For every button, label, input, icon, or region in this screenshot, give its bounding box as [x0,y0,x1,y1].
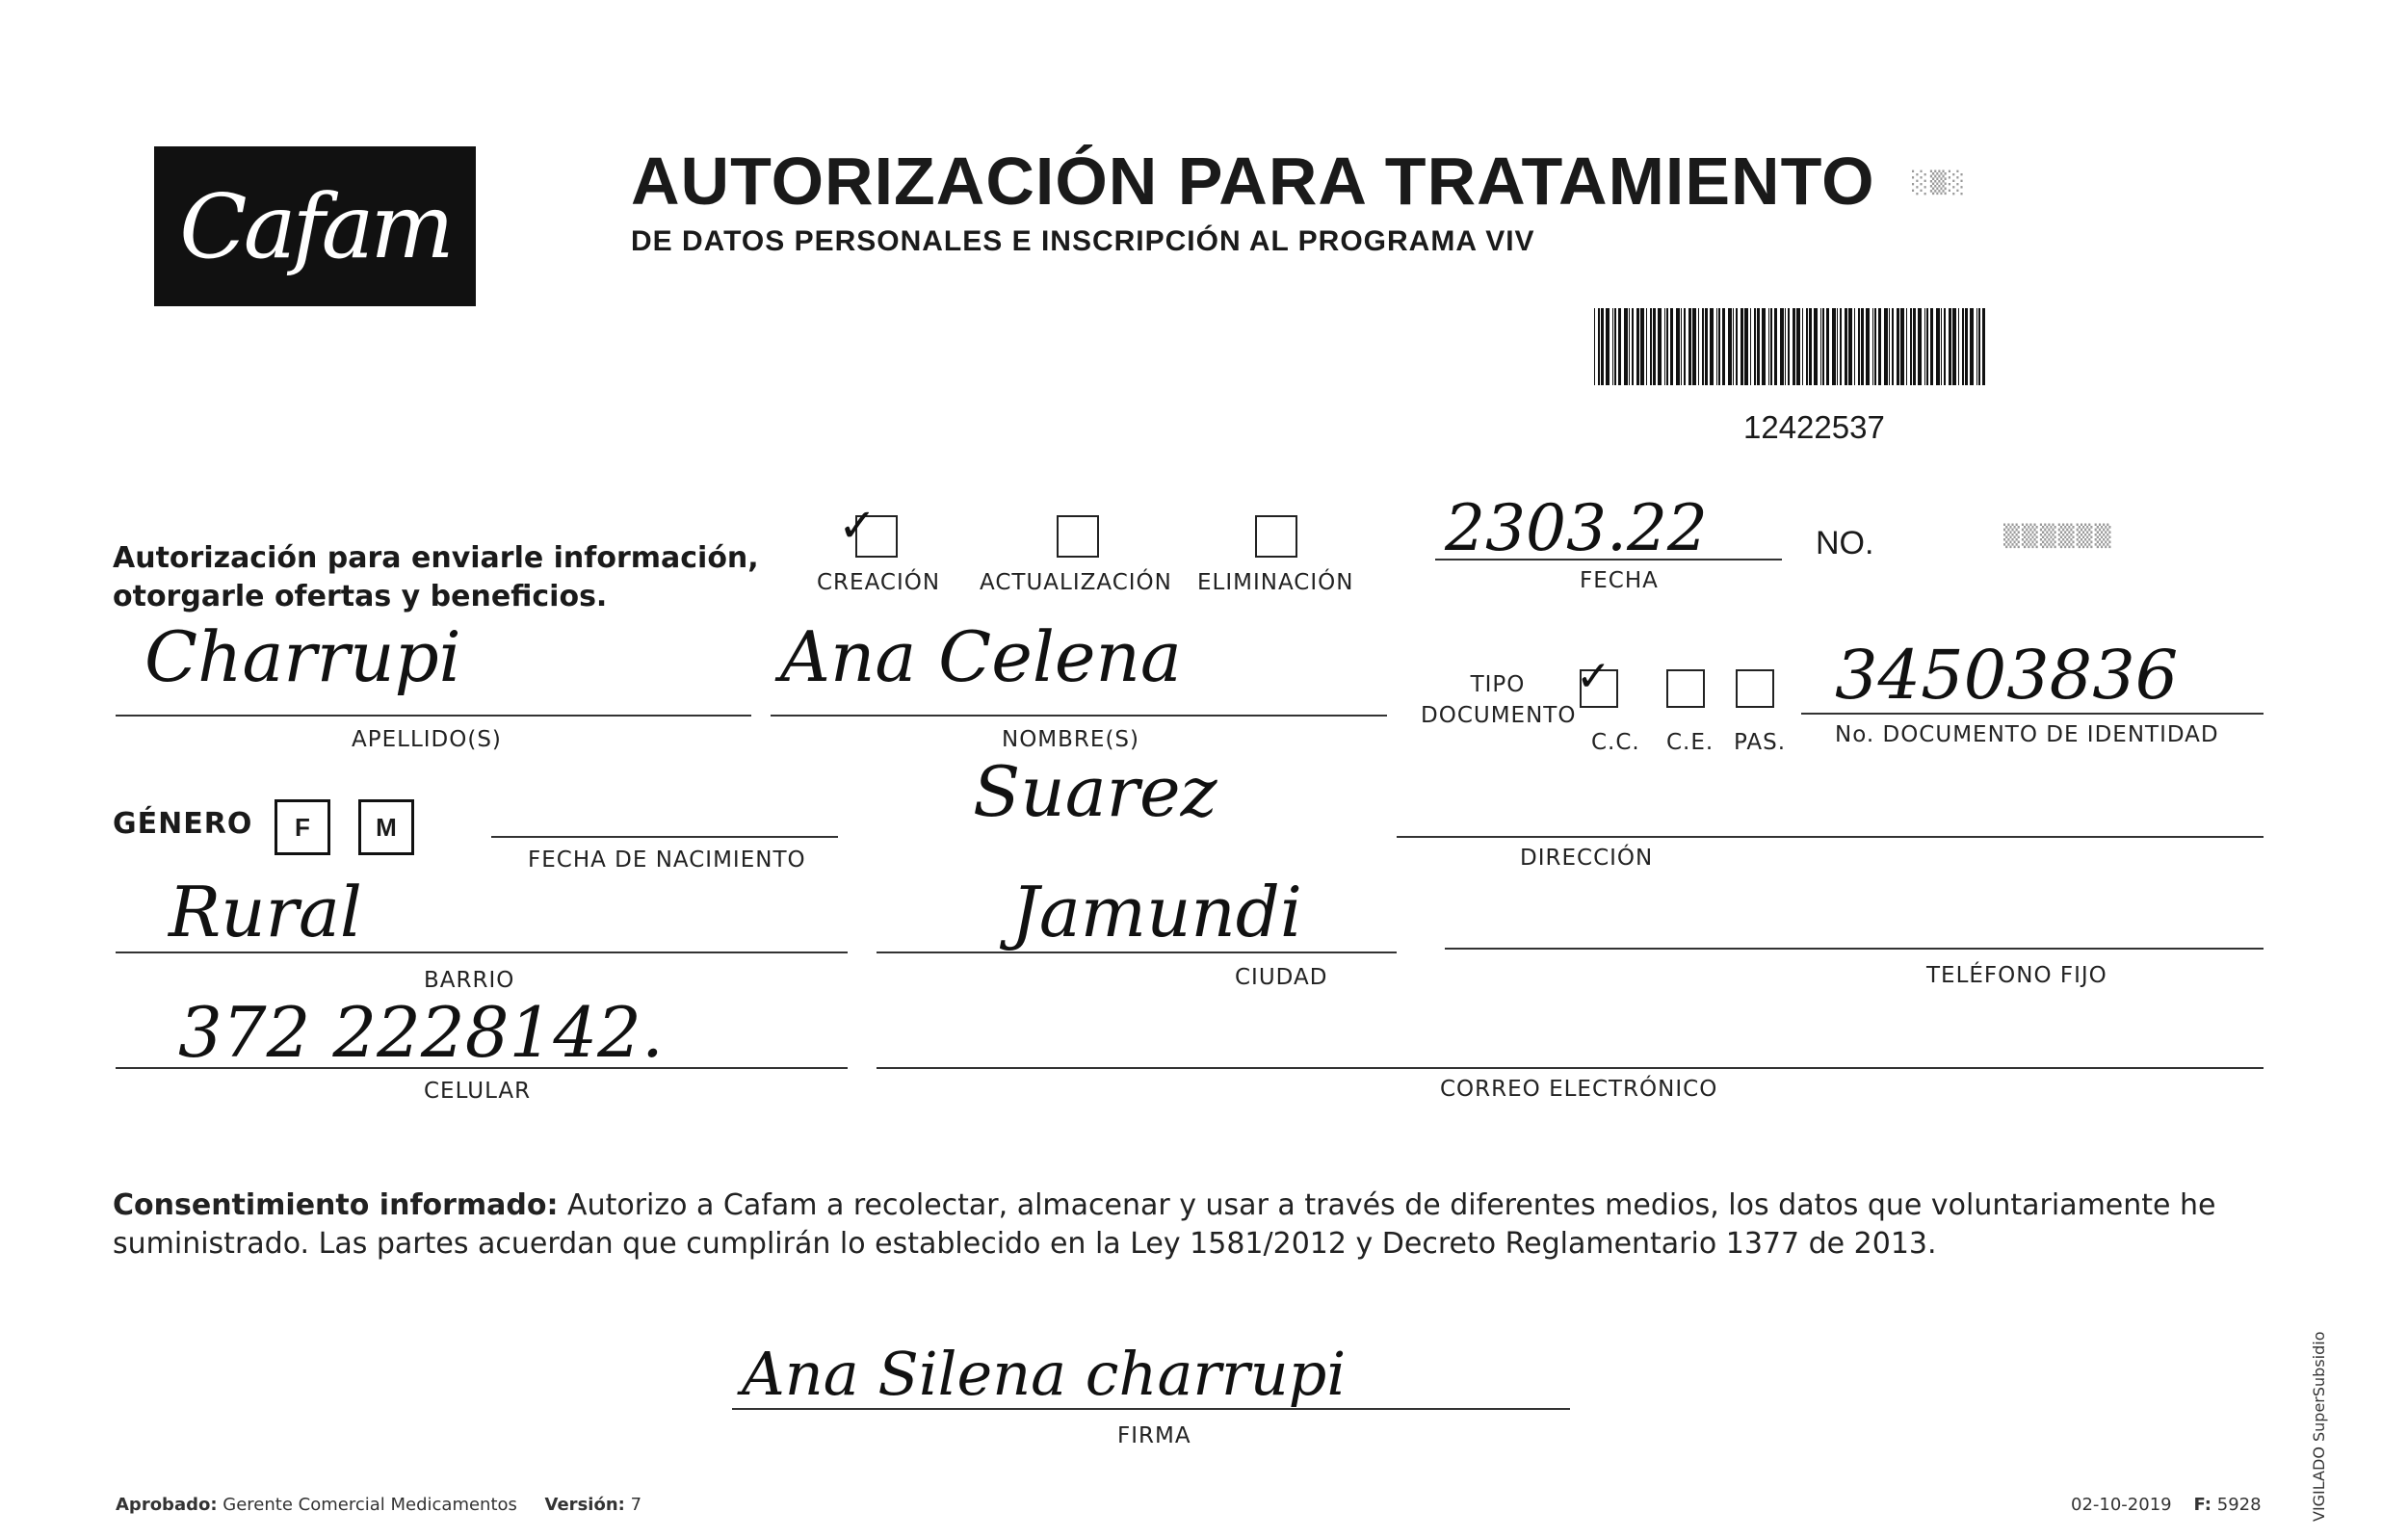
barcode-bar [1692,308,1696,385]
barcode-bar [1736,308,1738,385]
neighborhood-value: Rural [169,872,362,952]
barcode-bar [1809,308,1812,385]
barcode-bar [1624,308,1628,385]
barcode-bar [1750,308,1751,385]
email-label: CORREO ELECTRÓNICO [1440,1077,1718,1102]
barcode-bar [1949,308,1951,385]
barcode-bar [1636,308,1639,385]
neighborhood-line [116,951,848,953]
barcode-bar [1618,308,1621,385]
barcode-bar [1733,308,1734,385]
cc-label: C.C. [1591,730,1640,755]
barcode-bar [1941,308,1942,385]
footer-approval [116,1495,641,1515]
address-label: DIRECCIÓN [1520,846,1654,871]
surname-label: APELLIDO(S) [352,727,502,752]
number-smudge: ▒▒▒▒▒▒ [2003,525,2113,549]
barcode-bar [1822,308,1824,385]
barcode-bar [1670,308,1673,385]
ce-label: C.E. [1666,730,1714,755]
delete-checkbox[interactable] [1255,515,1297,558]
barcode-bar [1754,308,1756,385]
barcode-bar [1861,308,1864,385]
update-checkbox[interactable] [1057,515,1099,558]
date-line [1435,559,1782,560]
barcode-bar [1976,308,1977,385]
barcode-bar [1848,308,1852,385]
document-number-line [1801,713,2264,715]
mobile-label: CELULAR [424,1079,532,1104]
barcode-number: 12422537 [1743,409,1885,445]
signature-line [732,1408,1570,1410]
address-line [1397,836,2264,838]
barcode-bar [1640,308,1644,385]
barcode-bar [1676,308,1680,385]
document-number-value: 34503836 [1835,636,2179,715]
cafam-logo: Cafam [154,146,476,306]
document-number-label: No. DOCUMENTO DE IDENTIDAD [1835,722,2219,747]
barcode-bar [1858,308,1860,385]
authorization-heading [113,539,759,616]
phone-line [1445,948,2264,950]
barcode-bar [1918,308,1922,385]
approved-label: Aprobado: [116,1495,218,1515]
vigilado-side-text: VIGILADO SuperSubsidio [2310,1331,2328,1522]
name-value: Ana Celena [780,616,1182,697]
barcode-bar [1930,308,1933,385]
gender-male-box[interactable]: M [358,799,414,855]
barcode-bar [1684,308,1686,385]
barcode-bar [1614,308,1616,385]
barcode-bar [1878,308,1881,385]
barcode-bar [1814,308,1818,385]
pas-label: PAS. [1734,730,1787,755]
barcode-bar [1632,308,1634,385]
barcode-bar [1666,308,1668,385]
barcode-bar [1612,308,1613,385]
barcode-bar [1913,308,1916,385]
gender-label: GÉNERO [113,807,253,841]
version-value: 7 [630,1495,642,1515]
barcode-bar [1606,308,1610,385]
address-value: Suarez [973,751,1217,832]
barcode-bar [1900,308,1904,385]
pas-checkbox[interactable] [1736,669,1774,708]
consent-paragraph [113,1186,2251,1264]
barcode-bar [1884,308,1888,385]
barcode-bar [1897,308,1899,385]
barcode-bar [1926,308,1928,385]
barcode-bar [1757,308,1760,385]
barcode-bar [1650,308,1652,385]
barcode-bar [1872,308,1873,385]
barcode-bar [1710,308,1714,385]
birth-date-label: FECHA DE NACIMIENTO [528,847,806,873]
approved-value: Gerente Comercial Medicamentos [222,1495,517,1515]
barcode-bar [1910,308,1912,385]
barcode-bar [1629,308,1630,385]
barcode-bar [1820,308,1821,385]
barcode-bar [1889,308,1890,385]
barcode-bar [1840,308,1842,385]
barcode-bar [1936,308,1940,385]
barcode-bar [1788,308,1790,385]
barcode-bar [1978,308,1980,385]
form-subtitle: DE DATOS PERSONALES E INSCRIPCIÓN AL PROGRAMA VIV [631,225,1535,257]
delete-label: ELIMINACIÓN [1197,570,1354,595]
version-label: Versión: [544,1495,625,1515]
barcode-bar [1965,308,1968,385]
footer-date: 02-10-2019 [2071,1495,2172,1515]
barcode-bar [1762,308,1766,385]
cc-check-mark: ✓ [1576,652,1611,701]
creation-check-mark: ✓ [838,499,877,553]
stamp-smudge-icon: ░▒░ [1912,171,1967,196]
form-value: 5928 [2216,1495,2262,1515]
barcode-bar [1705,308,1708,385]
consent-text: Autorizo a Cafam a recolectar, almacenar y usar a través de diferentes medios, los datos que voluntariamente he suministrado. Las partes acuerdan que cumplirán lo establecido en la Ley 1581/2012 y Decreto Reglamentario 1377 de 2013. [113,1188,2216,1261]
barcode-bar [1598,308,1600,385]
ce-checkbox[interactable] [1666,669,1705,708]
barcode-bar [1785,308,1786,385]
barcode-bar [1774,308,1777,385]
barcode-bar [1741,308,1743,385]
barcode-bar [1698,308,1699,385]
neighborhood-label: BARRIO [424,968,515,993]
barcode [1594,308,1989,385]
birth-date-line [491,836,838,838]
barcode-bar [1770,308,1772,385]
city-value: Jamundi [1011,872,1302,952]
creation-label: CREACIÓN [817,570,941,595]
authorization-heading-line1: Autorización para enviarle información, [113,541,759,575]
footer-date-form [2071,1495,2262,1515]
barcode-bar [1646,308,1647,385]
barcode-bar [1728,308,1732,385]
form-label: F: [2193,1495,2212,1515]
barcode-bar [1845,308,1847,385]
consent-heading: Consentimiento informado: [113,1188,559,1222]
number-label: NO. [1816,525,1874,561]
barcode-bar [1653,308,1656,385]
barcode-bar [1601,308,1604,385]
barcode-bar [1718,308,1720,385]
barcode-bar [1906,308,1907,385]
barcode-bar [1722,308,1725,385]
barcode-bar [1982,308,1985,385]
barcode-bar [1744,308,1748,385]
barcode-bar [1658,308,1662,385]
name-label: NOMBRE(S) [1002,727,1139,752]
barcode-bar [1594,308,1595,385]
barcode-bar [1854,308,1855,385]
barcode-bar [1664,308,1665,385]
signature-label: FIRMA [1117,1423,1191,1448]
barcode-bar [1837,308,1838,385]
barcode-bar [1793,308,1795,385]
phone-label: TELÉFONO FIJO [1926,963,2107,988]
barcode-bar [1802,308,1803,385]
surname-value: Charrupi [144,616,461,697]
barcode-bar [1892,308,1894,385]
barcode-bar [1702,308,1704,385]
gender-female-box[interactable]: F [275,799,330,855]
update-label: ACTUALIZACIÓN [980,570,1172,595]
barcode-bar [1716,308,1717,385]
mobile-line [116,1067,848,1069]
barcode-bar [1826,308,1829,385]
signature-value: Ana Silena charrupi [742,1339,1347,1409]
authorization-heading-line2: otorgarle ofertas y beneficios. [113,580,608,613]
barcode-bar [1944,308,1946,385]
date-label: FECHA [1580,568,1659,593]
barcode-bar [1688,308,1691,385]
barcode-bar [1780,308,1784,385]
barcode-bar [1970,308,1974,385]
city-line [877,951,1397,953]
city-label: CIUDAD [1235,965,1328,990]
barcode-bar [1866,308,1870,385]
barcode-bar [1952,308,1956,385]
barcode-bar [1806,308,1808,385]
barcode-bar [1832,308,1836,385]
document-type-label: TIPO DOCUMENTO [1421,672,1577,728]
barcode-bar [1958,308,1959,385]
date-value: 2303.22 [1445,491,1708,565]
name-line [771,715,1387,717]
form-title: AUTORIZACIÓN PARA TRATAMIENTO [631,143,1875,219]
mobile-value: 372 2228142. [178,992,664,1073]
barcode-bar [1796,308,1800,385]
barcode-bar [1874,308,1876,385]
email-line [877,1067,2264,1069]
barcode-bar [1924,308,1925,385]
barcode-bar [1768,308,1769,385]
barcode-bar [1962,308,1964,385]
surname-line [116,715,751,717]
barcode-bar [1681,308,1682,385]
